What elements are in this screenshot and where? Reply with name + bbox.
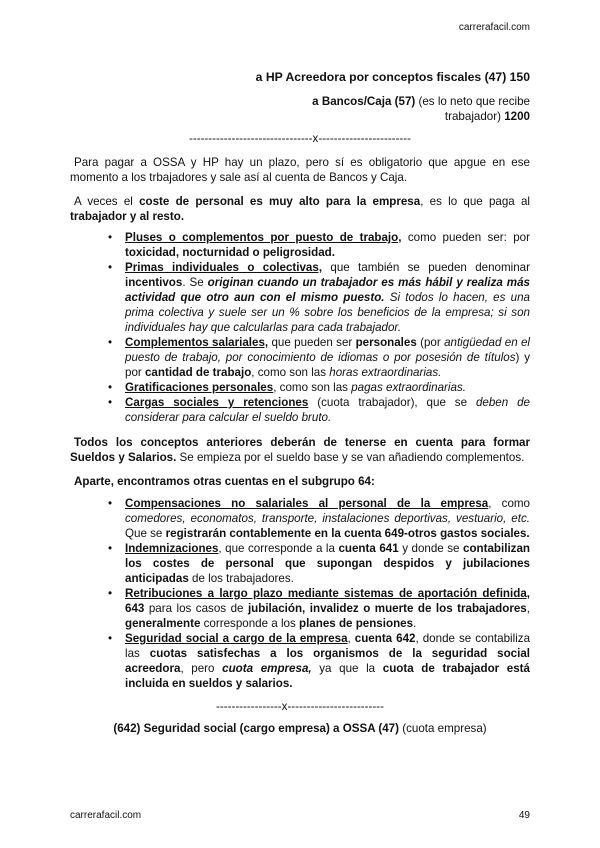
journal-entry-line-2: a Bancos/Caja (57) (es lo neto que recibe xyxy=(312,95,530,108)
journal-entry-line-3: trabajador) 1200 xyxy=(444,110,530,123)
paragraph-subgroup-64: Aparte, encontramos otras cuentas en el subgrupo 64: xyxy=(74,475,375,488)
paragraph-all-concepts: Todos los conceptos anteriores deberán de tenerse en cuenta para formar Sueldos y Salarios. Se empieza por el sueldo base y se van añadiendo complementos. xyxy=(70,436,530,464)
list-item: • Primas individuales o colectivas, que también se pueden denominar incentivos. Se originan cuando un trabajador es más hábil y realiza más actividad que otro aun con el mismo puesto. Si todos lo hacen, es una prima colectiva y suele ser un % sobre los beneficios de la empresa; si son individuales hay que calcularlas para cada trabajador. xyxy=(108,261,530,334)
separator: -----------------x------------------------- xyxy=(216,700,384,713)
list-item: • Cargas sociales y retenciones (cuota trabajador), que se deben de considerar para calcular el sueldo bruto. xyxy=(108,396,530,424)
journal-entry-social-security: (642) Seguridad social (cargo empresa) a OSSA (47) (cuota empresa) xyxy=(113,722,487,735)
list-item: • Indemnizaciones, que corresponde a la cuenta 641 y donde se contabilizan los costes de personal que supongan despidos y jubilaciones anticipadas de los trabajadores. xyxy=(108,542,531,585)
list-salary-components xyxy=(70,230,530,425)
list-item: • Complementos salariales, que pueden ser personales (por antigüedad en el puesto de trabajo, por conocimiento de idiomas o por posesión de títulos) y por cantidad de trabajo, como son las horas extraordinarias. xyxy=(108,336,530,379)
paragraph-personnel-cost: A veces el coste de personal es muy alto para la empresa, es lo que paga al trabajador y al resto. xyxy=(70,195,530,223)
page-content xyxy=(70,70,530,736)
page-header: carrerafacil.com xyxy=(458,22,530,33)
list-item: • Retribuciones a largo plazo mediante sistemas de aportación definida, 643 para los casos de jubilación, invalidez o muerte de los trabajadores, generalmente corresponde a los planes de pensiones. xyxy=(108,587,530,630)
list-item: • Pluses o complementos por puesto de trabajo, como pueden ser: por toxicidad, nocturnidad o peligrosidad. xyxy=(108,231,530,259)
list-item: • Gratificaciones personales, como son las pagas extraordinarias. xyxy=(108,381,466,394)
list-item: • Seguridad social a cargo de la empresa, cuenta 642, donde se contabiliza las cuotas satisfechas a los organismos de la seguridad social acreedora, pero cuota empresa, ya que la cuota de trabajador está incluida en sueldos y salarios. xyxy=(108,632,531,690)
separator: --------------------------------x------------------------ xyxy=(188,132,411,145)
page-number: 49 xyxy=(518,810,530,821)
list-subgroup-accounts xyxy=(70,496,530,691)
list-item: • Compensaciones no salariales al personal de la empresa, como comedores, economatos, transporte, instalaciones deportivas, vestuario, etc. Que se registrarán contablemente en la cuenta 649-otros gastos sociales. xyxy=(108,497,530,540)
journal-entry-line-1: a HP Acreedora por conceptos fiscales (47) 150 xyxy=(255,70,530,84)
paragraph-payment: Para pagar a OSSA y HP hay un plazo, pero sí es obligatorio que apgue en ese momento a los trbajadores y sale así al cuenta de Bancos y Caja. xyxy=(70,156,530,184)
page-footer-site: carrerafacil.com xyxy=(70,810,142,821)
